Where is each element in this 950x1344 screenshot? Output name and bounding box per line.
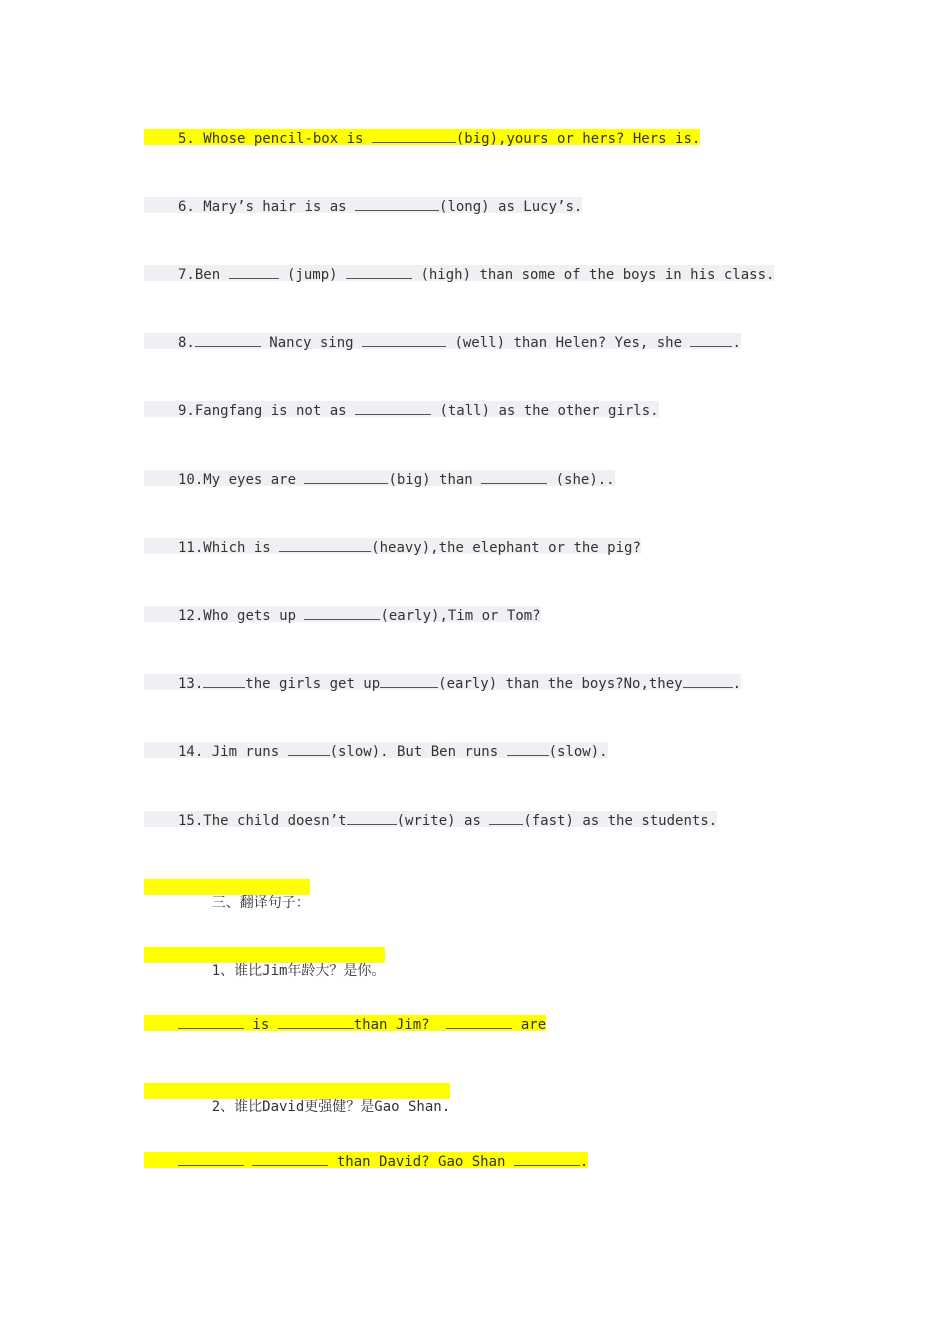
answer-blank (304, 606, 380, 620)
question-9 (144, 401, 659, 417)
question-10 (144, 470, 615, 486)
question-text: (heavy),the elephant or the pig? (371, 540, 641, 556)
question-7 (144, 265, 774, 281)
question-number: 10. (178, 472, 204, 488)
question-text: Fangfang is not as (194, 403, 356, 419)
question-text: (big),yours or hers? Hers is. (455, 131, 701, 147)
question-text: My eyes are (203, 472, 305, 488)
question-text: (tall) as the other girls. (431, 403, 659, 419)
question-number: 12. (178, 608, 204, 624)
answer-blank (347, 811, 397, 825)
answer-blank (446, 1015, 512, 1029)
translation-prompt-1-text: 1、谁比Jim年龄大？是你。 (211, 963, 386, 979)
question-text: Whose pencil-box is (203, 131, 372, 147)
question-text: (early),Tim or Tom? (380, 608, 541, 624)
question-8 (144, 333, 741, 349)
question-text: (big) than (388, 472, 482, 488)
question-13 (144, 674, 741, 690)
question-text: (high) than some of the boys in his class. (412, 267, 775, 283)
answer-blank (362, 333, 446, 347)
answer-blank (278, 1015, 354, 1029)
question-text: Who gets up (203, 608, 305, 624)
answer-blank (195, 333, 261, 347)
answer-blank (355, 401, 431, 415)
answer-blank (380, 674, 438, 688)
question-text: the girls get up (245, 676, 381, 692)
answer-blank (514, 1152, 580, 1166)
answer-blank (507, 742, 549, 756)
question-number: 14. (178, 744, 212, 760)
section-heading (144, 879, 310, 911)
question-number: 6. (178, 199, 204, 215)
question-6 (144, 197, 582, 213)
answer-blank (690, 333, 732, 347)
answer-text: than Jim? (353, 1017, 447, 1033)
answer-blank (178, 1152, 244, 1166)
question-text: (long) as Lucy’s. (439, 199, 583, 215)
translation-answer-2 (144, 1152, 588, 1168)
question-text: Nancy sing (260, 335, 363, 351)
answer-text: are (512, 1017, 547, 1033)
question-text: Jim runs (211, 744, 288, 760)
question-text: (well) than Helen? Yes, she (446, 335, 691, 351)
question-text: (fast) as the students. (523, 813, 718, 829)
translation-prompt-2-text: 2、谁比David更强健？是Gao Shan. (211, 1099, 451, 1115)
question-14 (144, 742, 608, 758)
answer-blank (229, 265, 279, 279)
question-text: (early) than the boys?No,they (438, 676, 683, 692)
question-text: (write) as (396, 813, 490, 829)
answer-blank (355, 197, 439, 211)
question-number: 7. (178, 267, 195, 283)
answer-text: . (579, 1154, 589, 1170)
answer-blank (178, 1015, 244, 1029)
translation-prompt-2 (144, 1083, 451, 1115)
question-text: (she).. (547, 472, 615, 488)
section-heading-text: 三、翻译句子： (211, 895, 310, 911)
question-number: 9. (178, 403, 195, 419)
question-number: 11. (178, 540, 204, 556)
answer-text: is (244, 1017, 278, 1033)
question-text: The child doesn’t (203, 813, 347, 829)
question-text: Mary’s hair is as (203, 199, 356, 215)
answer-blank (288, 742, 330, 756)
question-number: 13. (178, 676, 204, 692)
question-text: . (732, 335, 741, 351)
question-number: 5. (178, 131, 204, 147)
answer-blank (683, 674, 733, 688)
answer-blank (279, 538, 371, 552)
question-text: (slow). But Ben runs (329, 744, 507, 760)
question-number: 8. (178, 335, 195, 351)
question-text: Ben (194, 267, 229, 283)
translation-prompt-1 (144, 947, 386, 979)
question-text: . (732, 676, 742, 692)
answer-blank (252, 1152, 328, 1166)
question-text: (jump) (278, 267, 347, 283)
translation-answer-1 (144, 1015, 546, 1031)
question-12 (144, 606, 541, 622)
answer-blank (304, 470, 388, 484)
question-text: (slow). (548, 744, 608, 760)
answer-blank (489, 811, 523, 825)
answer-blank (481, 470, 547, 484)
answer-blank (346, 265, 412, 279)
answer-text (244, 1154, 252, 1170)
answer-blank (372, 129, 456, 143)
question-5 (144, 129, 700, 145)
question-15 (144, 811, 717, 827)
question-text: Which is (203, 540, 280, 556)
answer-text: than David? Gao Shan (328, 1154, 514, 1170)
answer-blank (203, 674, 245, 688)
question-11 (144, 538, 641, 554)
question-number: 15. (178, 813, 204, 829)
